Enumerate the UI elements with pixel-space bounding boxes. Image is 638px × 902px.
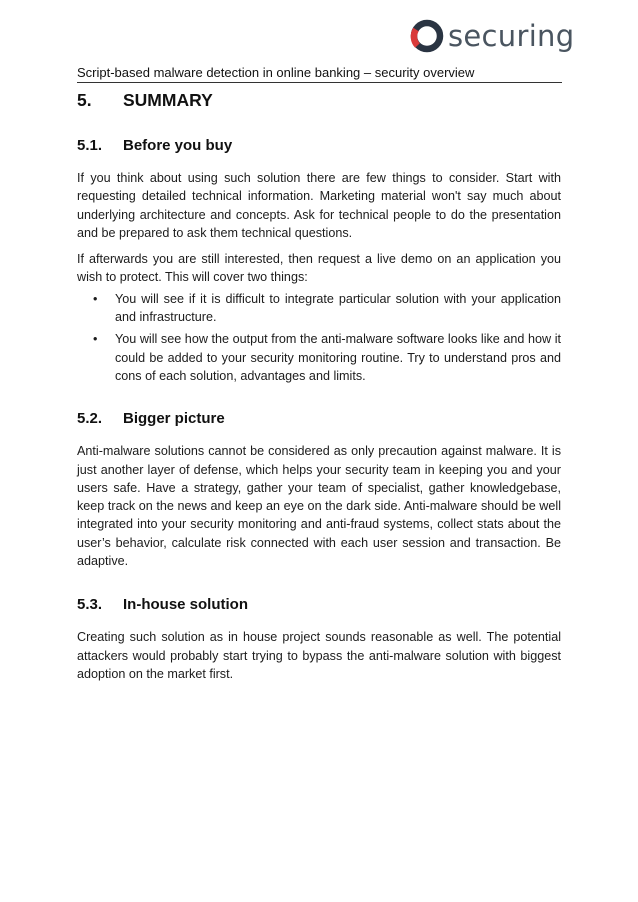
paragraph: Creating such solution as in house project sounds reasonable as well. The potential attackers would probably start trying to bypass the anti-malware solution with biggest adoption on the market first.	[77, 630, 561, 681]
paragraph: If afterwards you are still interested, then request a live demo on an application you wish to protect. This will cover two things:	[77, 252, 561, 285]
section-heading	[77, 86, 561, 114]
securing-logo-icon	[410, 19, 444, 53]
company-logo	[410, 16, 574, 56]
bullet-icon: •	[93, 332, 98, 347]
list-item	[77, 330, 561, 385]
bullet-list	[77, 290, 561, 385]
subsection-number: 5.1.	[77, 137, 103, 154]
document-body	[77, 86, 561, 683]
subsection-heading-5-3	[77, 594, 561, 616]
section-number: 5.	[77, 90, 92, 110]
section-title: SUMMARY	[123, 90, 213, 110]
subsection-title: In-house solution	[123, 596, 248, 614]
subsection-number: 5.2.	[77, 410, 103, 428]
subsection-title: Bigger picture	[123, 410, 225, 428]
running-header: Script-based malware detection in online banking – security overview	[77, 65, 562, 83]
list-item-text: You will see if it is difficult to integrate particular solution with your application and infrastructure.	[115, 291, 561, 325]
list-item-text: You will see how the output from the anti-malware software looks like and how it could be added to your security monitoring routine. Try to understand pros and cons of each solution, advantages and limits.	[115, 332, 561, 383]
subsection-heading-5-1	[77, 135, 561, 157]
paragraph: If you think about using such solution there are few things to consider. Start with requesting detailed technical information. Marketing material won't say much about underlying architecture and concepts. Ask for technical people to do the presentation and be prepared to ask them technical questions.	[77, 171, 561, 240]
paragraph: Anti-malware solutions cannot be considered as only precaution against malware. It is just another layer of defense, which helps your security team in keeping you and your users safe. Have a strategy, gather your team of specialist, gather knowledgebase, keep track on the news and keep an eye on the dark side. Anti-malware should be well integrated into your security monitoring and anti-fraud systems, collect stats about the user’s behavior, calculate risk connected with each user session and transaction. Be adaptive.	[77, 444, 561, 569]
list-item	[77, 290, 561, 327]
subsection-heading-5-2	[77, 408, 561, 430]
logo-wordmark: securing	[448, 19, 575, 53]
bullet-icon: •	[93, 291, 98, 306]
subsection-number: 5.3.	[77, 596, 103, 614]
subsection-title: Before you buy	[123, 137, 233, 154]
